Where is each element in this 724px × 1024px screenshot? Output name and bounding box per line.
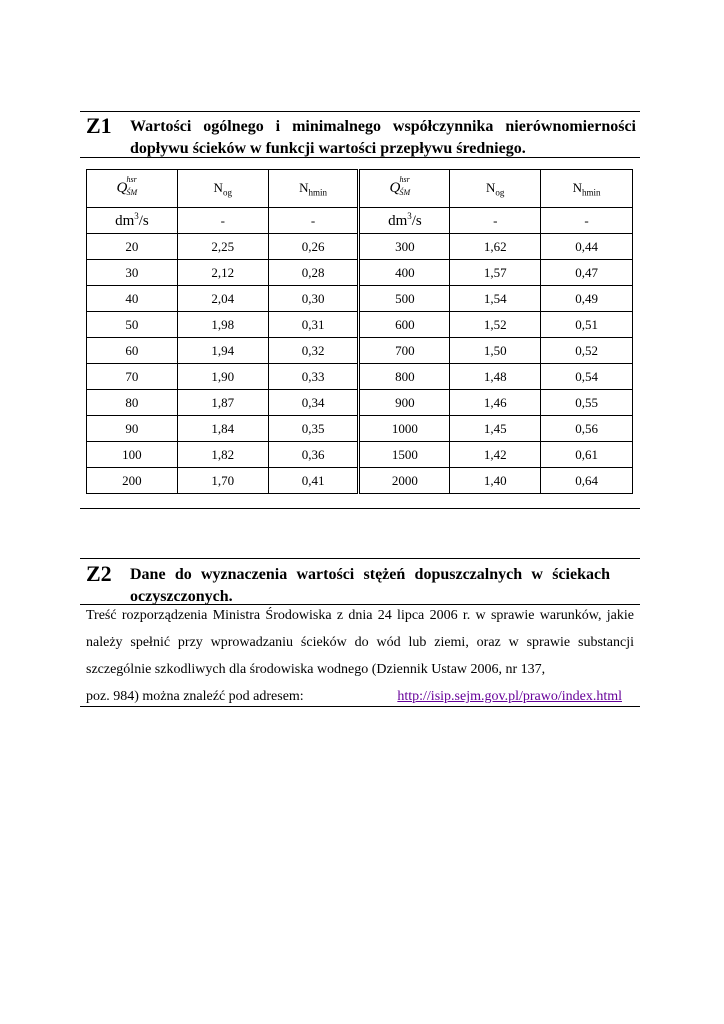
table-cell: 1,46 xyxy=(450,390,541,416)
table-cell: 1,52 xyxy=(450,312,541,338)
table-cell: 1000 xyxy=(359,416,450,442)
table-row xyxy=(87,312,633,338)
table-cell: 900 xyxy=(359,390,450,416)
table-cell: 1,70 xyxy=(177,468,268,494)
table-cell: 0,35 xyxy=(268,416,359,442)
table-cell: 1,54 xyxy=(450,286,541,312)
table-cell: 0,31 xyxy=(268,312,359,338)
unit-q-right: $dm^3/s$ xyxy=(359,208,450,234)
table-cell: 80 xyxy=(87,390,178,416)
table-cell: 2,25 xyxy=(177,234,268,260)
table-header-row xyxy=(87,170,633,208)
table-cell: 30 xyxy=(87,260,178,286)
z2-paragraph xyxy=(86,602,634,710)
table-cell: 500 xyxy=(359,286,450,312)
table-cell: 100 xyxy=(87,442,178,468)
table-row xyxy=(87,364,633,390)
table-cell: 0,36 xyxy=(268,442,359,468)
z2-top-rule xyxy=(80,558,640,559)
table-cell: 1,62 xyxy=(450,234,541,260)
table-row xyxy=(87,390,633,416)
table-cell: 0,33 xyxy=(268,364,359,390)
z1-top-rule xyxy=(80,111,640,112)
table-cell: 0,47 xyxy=(541,260,633,286)
table-cell: 0,44 xyxy=(541,234,633,260)
table-cell: 2,04 xyxy=(177,286,268,312)
table-cell: 50 xyxy=(87,312,178,338)
table-row xyxy=(87,234,633,260)
z1-section-number: Z1 xyxy=(86,113,112,138)
table-cell: 1,82 xyxy=(177,442,268,468)
table-cell: 600 xyxy=(359,312,450,338)
table-cell: 1,57 xyxy=(450,260,541,286)
table-cell: 1,48 xyxy=(450,364,541,390)
table-cell: 0,30 xyxy=(268,286,359,312)
table-cell: 1,90 xyxy=(177,364,268,390)
table-cell: 40 xyxy=(87,286,178,312)
coefficient-table xyxy=(86,169,633,494)
z2-paragraph-tail: poz. 984) można znaleźć pod adresem: xyxy=(86,689,304,704)
table-cell: 90 xyxy=(87,416,178,442)
table-row xyxy=(87,286,633,312)
table-cell: 300 xyxy=(359,234,450,260)
table-cell: 60 xyxy=(87,338,178,364)
table-cell: 0,55 xyxy=(541,390,633,416)
table-cell: 0,54 xyxy=(541,364,633,390)
table-cell: 0,26 xyxy=(268,234,359,260)
table-cell: 0,34 xyxy=(268,390,359,416)
table-cell: 0,52 xyxy=(541,338,633,364)
table-cell: 1,45 xyxy=(450,416,541,442)
z2-paragraph-text: Treść rozporządzenia Ministra Środowiska z dnia 24 lipca 2006 r. w sprawie warunków, jakie należy spełnić przy wprowadzaniu ścieków do wód lub ziemi, oraz w sprawie substancji szczególnie szkodliwych dla środowiska wodnego (Dziennik Ustaw 2006, nr 137, xyxy=(86,608,634,677)
table-row xyxy=(87,442,633,468)
table-cell: 0,56 xyxy=(541,416,633,442)
header-nhmin-left: $N_{hmin}$ xyxy=(268,170,359,208)
table-cell: 0,41 xyxy=(268,468,359,494)
header-nog-left: $N_{og}$ xyxy=(177,170,268,208)
table-cell: 800 xyxy=(359,364,450,390)
table-cell: 200 xyxy=(87,468,178,494)
table-cell: 1,50 xyxy=(450,338,541,364)
z1-title-rule xyxy=(80,157,640,158)
table-cell: 1,98 xyxy=(177,312,268,338)
table-row xyxy=(87,260,633,286)
header-nhmin-right: $N_{hmin}$ xyxy=(541,170,633,208)
z2-bottom-rule xyxy=(80,706,640,707)
table-cell: 1,42 xyxy=(450,442,541,468)
table-row xyxy=(87,468,633,494)
table-cell: 1,40 xyxy=(450,468,541,494)
header-q-right: Q hsr ŚM xyxy=(359,170,450,208)
table-cell: 0,51 xyxy=(541,312,633,338)
table-cell: 2,12 xyxy=(177,260,268,286)
table-cell: 1,84 xyxy=(177,416,268,442)
table-cell: 400 xyxy=(359,260,450,286)
table-cell: 0,28 xyxy=(268,260,359,286)
table-row xyxy=(87,416,633,442)
header-q-left: Q hsr ŚM xyxy=(87,170,178,208)
table-cell: 1,94 xyxy=(177,338,268,364)
unit-nog-right: - xyxy=(450,208,541,234)
unit-nhmin-left: - xyxy=(268,208,359,234)
unit-q-left: $dm^3/s$ xyxy=(87,208,178,234)
z1-bottom-rule xyxy=(80,508,640,509)
header-nog-right: $N_{og}$ xyxy=(450,170,541,208)
table-cell: 1500 xyxy=(359,442,450,468)
table-units-row xyxy=(87,208,633,234)
unit-nog-left: - xyxy=(177,208,268,234)
table-cell: 0,61 xyxy=(541,442,633,468)
table-cell: 1,87 xyxy=(177,390,268,416)
table-cell: 0,64 xyxy=(541,468,633,494)
table-cell: 20 xyxy=(87,234,178,260)
table-row xyxy=(87,338,633,364)
z2-section-title: Dane do wyznaczenia wartości stężeń dopuszczalnych w ściekach oczyszczonych. xyxy=(130,566,610,605)
z1-section-title: Wartości ogólnego i minimalnego współczynnika nierównomierności dopływu ścieków w funkcji wartości przepływu średniego. xyxy=(130,118,636,157)
table-cell: 70 xyxy=(87,364,178,390)
table-cell: 0,49 xyxy=(541,286,633,312)
table-cell: 2000 xyxy=(359,468,450,494)
unit-nhmin-right: - xyxy=(541,208,633,234)
table-cell: 700 xyxy=(359,338,450,364)
table-cell: 0,32 xyxy=(268,338,359,364)
legislation-link[interactable]: http://isip.sejm.gov.pl/prawo/index.html xyxy=(397,689,622,704)
z2-section-number: Z2 xyxy=(86,561,112,586)
